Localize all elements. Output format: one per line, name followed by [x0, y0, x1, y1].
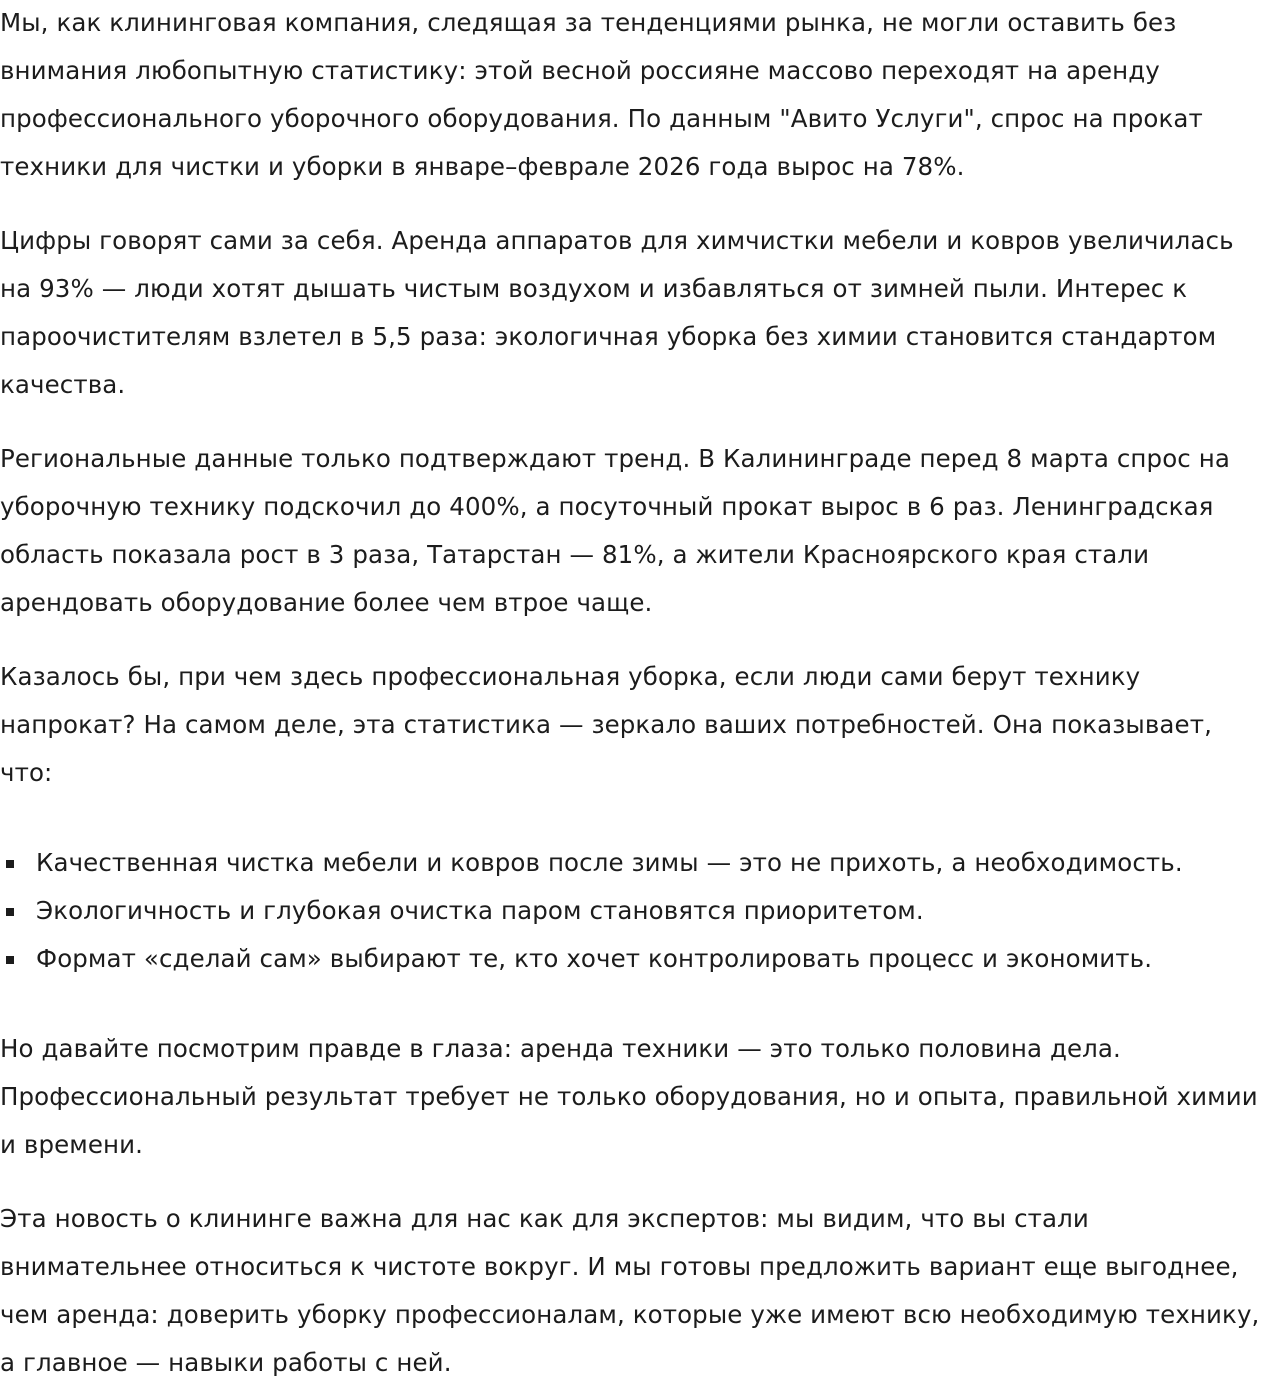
- list-item: [0, 887, 1270, 935]
- paragraph-half-the-job: Но давайте посмотрим правде в глаза: аренда техники — это только половина дела. Профессиональный результат требует не только оборудования, но и опыта, правильной химии и времени.: [0, 1034, 1258, 1159]
- paragraph-numbers: Цифры говорят сами за себя. Аренда аппаратов для химчистки мебели и ковров увеличилась на 93% — люди хотят дышать чистым воздухом и избавляться от зимней пыли. Интерес к пароочистителям взлетел в 5,5 раза: экологичная уборка без химии становится стандартом качества.: [0, 226, 1234, 399]
- bullet-list: [0, 839, 1270, 983]
- list-item-text: Качественная чистка мебели и ковров после зимы — это не прихоть, а необходимость.: [36, 848, 1183, 877]
- list-item: [0, 839, 1270, 887]
- paragraph-regional-data: Региональные данные только подтверждают тренд. В Калининграде перед 8 марта спрос на уборочную технику подскочил до 400%, а посуточный прокат вырос в 6 раз. Ленинградская область показала рост в 3 раза, Татарстан — 81%, а жители Красноярского края стали арендовать оборудование более чем втрое чаще.: [0, 444, 1230, 617]
- list-item: [0, 935, 1270, 983]
- paragraph-intro-statistics: Мы, как клининговая компания, следящая за тенденциями рынка, не могли оставить без внимания любопытную статистику: этой весной россияне массово переходят на аренду профессионального уборочного оборудования. По данным "Авито Услуги", спрос на прокат техники для чистки и уборки в январе–феврале 2026 года вырос на 78%.: [0, 8, 1203, 181]
- list-item-text: Экологичность и глубокая очистка паром становятся приоритетом.: [36, 896, 924, 925]
- paragraph-question: Казалось бы, при чем здесь профессиональная уборка, если люди сами берут технику напрокат? На самом деле, эта статистика — зеркало ваших потребностей. Она показывает, что:: [0, 662, 1212, 787]
- list-item-text: Формат «сделай сам» выбирают те, кто хочет контролировать процесс и экономить.: [36, 944, 1153, 973]
- square-bullet-icon: [6, 860, 14, 868]
- paragraph-expert-offer: Эта новость о клининге важна для нас как для экспертов: мы видим, что вы стали внимательнее относиться к чистоте вокруг. И мы готовы предложить вариант еще выгоднее, чем аренда: доверить уборку профессионалам, которые уже имеют всю необходимую технику, а главное — навыки работы с ней.: [0, 1204, 1260, 1377]
- square-bullet-icon: [6, 956, 14, 964]
- square-bullet-icon: [6, 908, 14, 916]
